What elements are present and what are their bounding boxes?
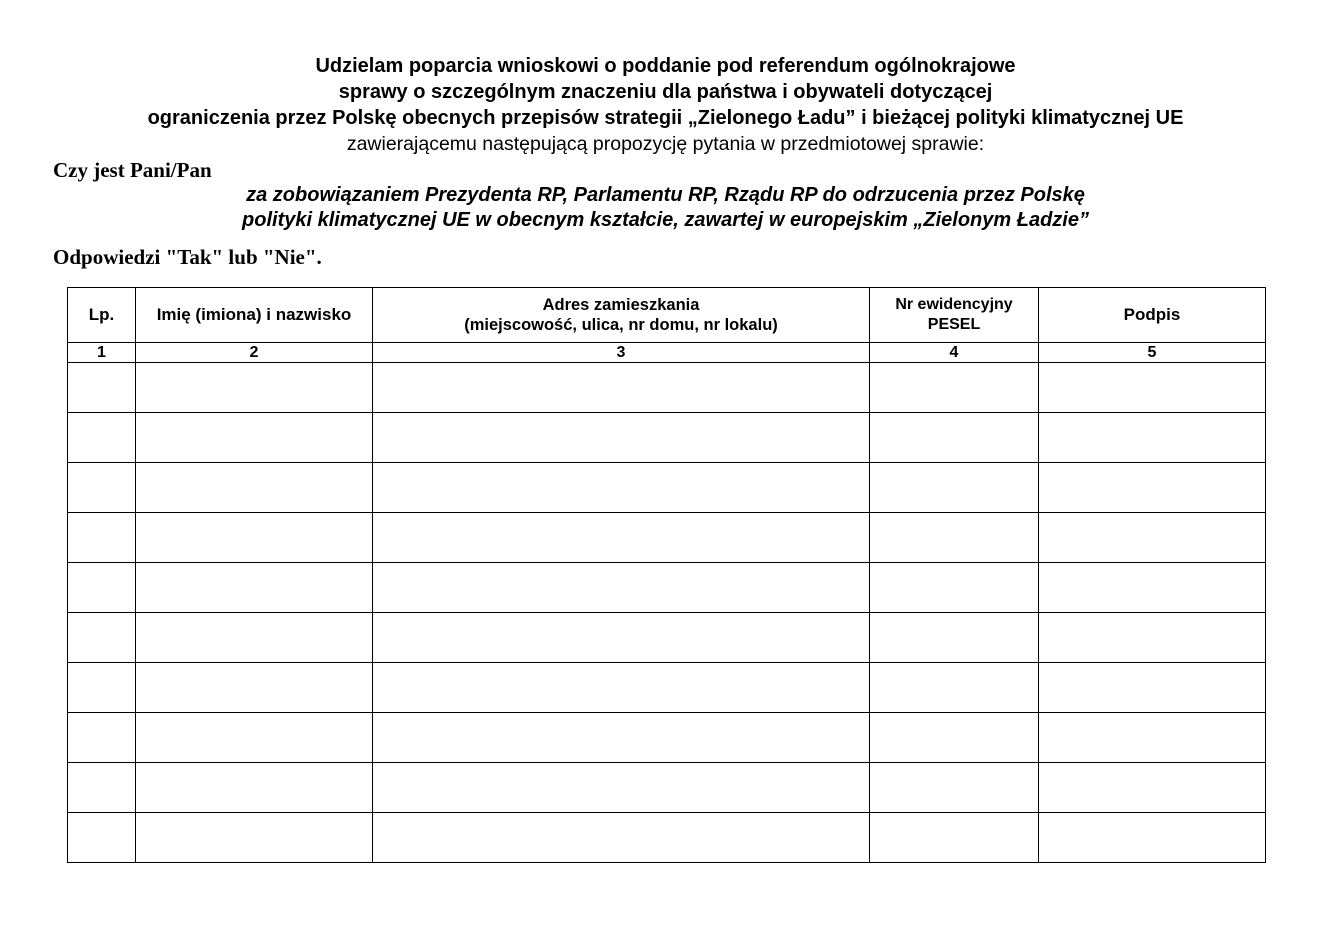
signature-table	[67, 287, 1266, 863]
cell-address[interactable]	[373, 663, 870, 713]
table-row	[68, 463, 1266, 513]
table-row	[68, 513, 1266, 563]
cell-pesel[interactable]	[870, 713, 1039, 763]
column-number: 4	[870, 343, 1039, 363]
column-number: 2	[136, 343, 373, 363]
cell-lp[interactable]	[68, 363, 136, 413]
column-header-lp	[68, 288, 136, 343]
cell-signature[interactable]	[1039, 513, 1266, 563]
cell-name[interactable]	[136, 513, 373, 563]
table-row	[68, 363, 1266, 413]
cell-signature[interactable]	[1039, 763, 1266, 813]
column-header-sub: (miejscowość, ulica, nr domu, nr lokalu)	[464, 316, 778, 334]
table-row	[68, 563, 1266, 613]
table-row	[68, 763, 1266, 813]
cell-signature[interactable]	[1039, 663, 1266, 713]
cell-pesel[interactable]	[870, 463, 1039, 513]
cell-signature[interactable]	[1039, 363, 1266, 413]
cell-lp[interactable]	[68, 613, 136, 663]
cell-pesel[interactable]	[870, 763, 1039, 813]
cell-address[interactable]	[373, 713, 870, 763]
header-line-3: ograniczenia przez Polskę obecnych przepisów strategii „Zielonego Ładu” i bieżącej polityki klimatycznej UE	[147, 107, 1184, 129]
cell-address[interactable]	[373, 763, 870, 813]
cell-lp[interactable]	[68, 413, 136, 463]
cell-lp[interactable]	[68, 663, 136, 713]
cell-signature[interactable]	[1039, 413, 1266, 463]
cell-pesel[interactable]	[870, 663, 1039, 713]
cell-address[interactable]	[373, 513, 870, 563]
cell-signature[interactable]	[1039, 563, 1266, 613]
cell-pesel[interactable]	[870, 563, 1039, 613]
column-header-name	[136, 288, 373, 343]
column-header-label: Podpis	[1123, 305, 1181, 324]
table-row	[68, 713, 1266, 763]
cell-lp[interactable]	[68, 763, 136, 813]
cell-signature[interactable]	[1039, 713, 1266, 763]
cell-signature[interactable]	[1039, 613, 1266, 663]
cell-lp[interactable]	[68, 813, 136, 863]
cell-address[interactable]	[373, 463, 870, 513]
entry-rows	[68, 363, 1266, 863]
cell-address[interactable]	[373, 413, 870, 463]
table-row	[68, 813, 1266, 863]
question-line-1: za zobowiązaniem Prezydenta RP, Parlamentu RP, Rządu RP do odrzucenia przez Polskę	[246, 184, 1085, 206]
cell-name[interactable]	[136, 813, 373, 863]
column-number: 1	[68, 343, 136, 363]
cell-name[interactable]	[136, 663, 373, 713]
cell-lp[interactable]	[68, 713, 136, 763]
cell-pesel[interactable]	[870, 613, 1039, 663]
column-number: 3	[373, 343, 870, 363]
cell-pesel[interactable]	[870, 513, 1039, 563]
question-line-2: polityki klimatycznej UE w obecnym kształcie, zawartej w europejskim „Zielonym Ładzie”	[242, 209, 1089, 231]
cell-name[interactable]	[136, 613, 373, 663]
question-label: Czy jest Pani/Pan	[53, 158, 212, 182]
column-number-row	[68, 343, 1266, 363]
cell-name[interactable]	[136, 363, 373, 413]
answer-instruction: Odpowiedzi "Tak" lub "Nie".	[53, 245, 322, 269]
cell-pesel[interactable]	[870, 813, 1039, 863]
header-line-4: zawierającemu następującą propozycję pytania w przedmiotowej sprawie:	[346, 133, 985, 155]
cell-address[interactable]	[373, 813, 870, 863]
header-line-1: Udzielam poparcia wnioskowi o poddanie pod referendum ogólnokrajowe	[315, 55, 1016, 77]
cell-address[interactable]	[373, 613, 870, 663]
column-header-address	[373, 288, 870, 343]
cell-lp[interactable]	[68, 463, 136, 513]
column-header-label: Nr ewidencyjny	[895, 296, 1013, 313]
cell-name[interactable]	[136, 413, 373, 463]
column-header-label: Imię (imiona) i nazwisko	[156, 305, 352, 324]
column-header-signature	[1039, 288, 1266, 343]
column-header-pesel	[870, 288, 1039, 343]
header-line-2: sprawy o szczególnym znaczeniu dla państwa i obywateli dotyczącej	[338, 81, 993, 103]
cell-name[interactable]	[136, 713, 373, 763]
cell-signature[interactable]	[1039, 463, 1266, 513]
cell-address[interactable]	[373, 563, 870, 613]
table-row	[68, 413, 1266, 463]
column-number: 5	[1039, 343, 1266, 363]
table-row	[68, 613, 1266, 663]
cell-name[interactable]	[136, 463, 373, 513]
table-row	[68, 663, 1266, 713]
cell-lp[interactable]	[68, 513, 136, 563]
cell-name[interactable]	[136, 563, 373, 613]
column-header-label: Lp.	[88, 305, 115, 324]
column-header-sub: PESEL	[927, 316, 981, 333]
table-header-row	[68, 288, 1266, 343]
cell-name[interactable]	[136, 763, 373, 813]
cell-pesel[interactable]	[870, 363, 1039, 413]
cell-pesel[interactable]	[870, 413, 1039, 463]
cell-lp[interactable]	[68, 563, 136, 613]
column-header-label: Adres zamieszkania	[542, 296, 700, 314]
cell-address[interactable]	[373, 363, 870, 413]
cell-signature[interactable]	[1039, 813, 1266, 863]
